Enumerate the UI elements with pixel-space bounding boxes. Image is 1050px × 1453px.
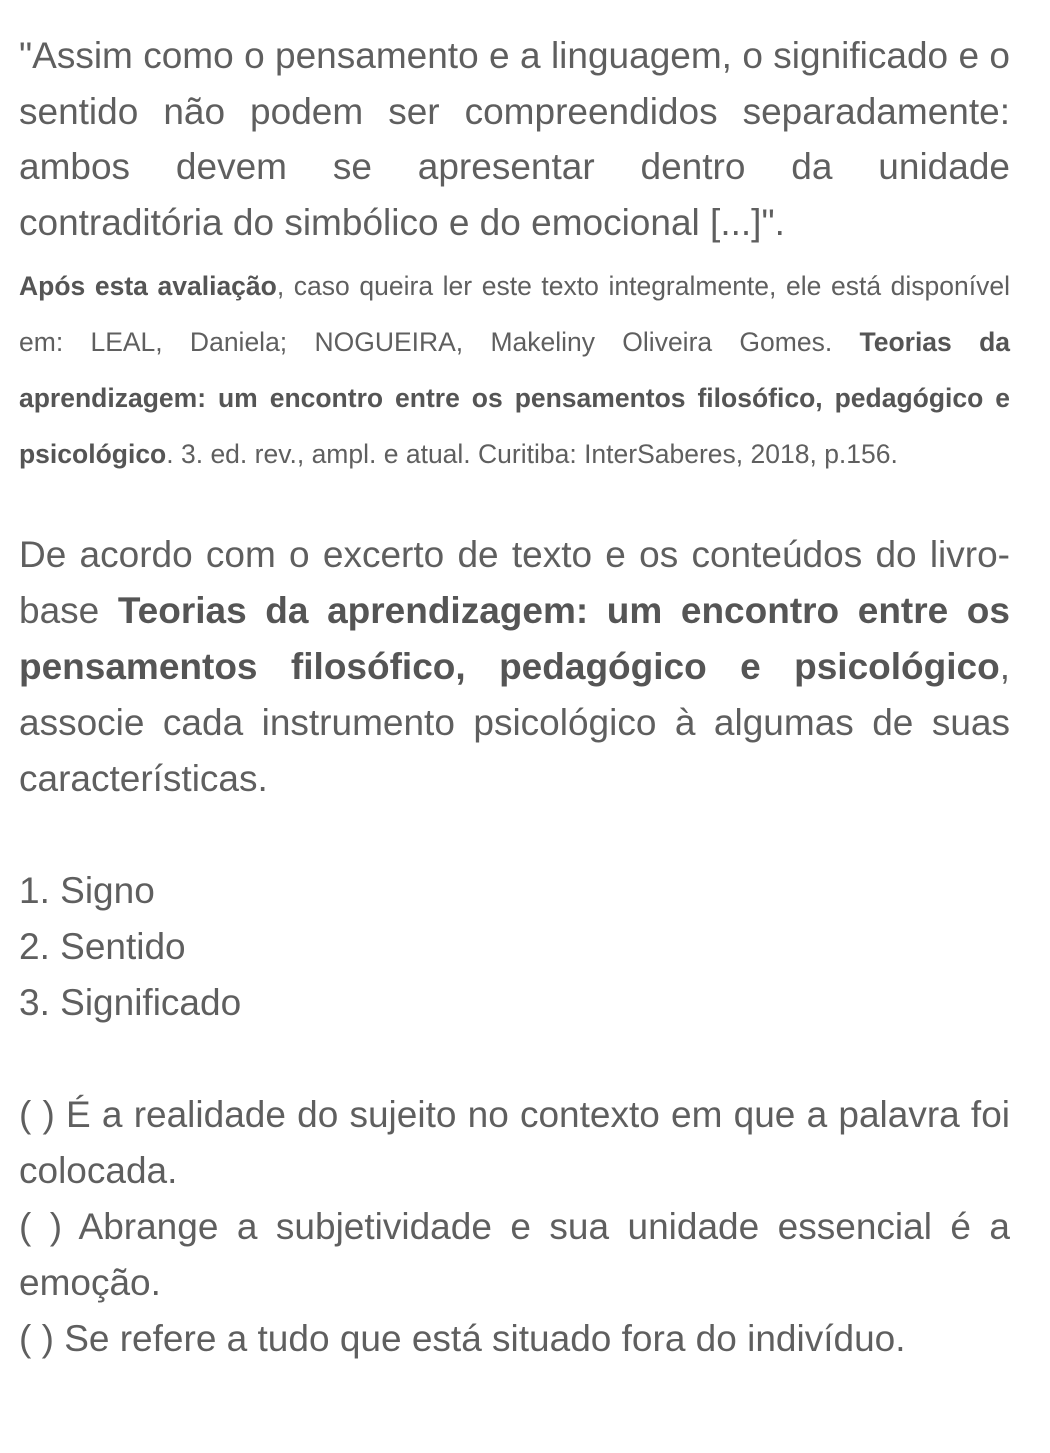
association-item: ( ) É a realidade do sujeito no contexto em que a palavra foi colocada.: [19, 1094, 1010, 1191]
citation-publication-info: . 3. ed. rev., ampl. e atual. Curitiba: InterSaberes, 2018, p.156.: [166, 439, 898, 469]
question-book-title: Teorias da aprendizagem: um encontro entre os pensamentos filosófico, pedagógico e psicológico: [19, 590, 1010, 687]
citation-paragraph: [19, 258, 1010, 482]
question-paragraph: [19, 527, 1010, 807]
citation-lead-rest: , caso queira ler este texto integralmente, ele está disponível em: LEAL, Daniela; NOGUEIRA, Makeliny Oliveira Gomes.: [19, 271, 1010, 357]
question-intro: De acordo com o excerto de texto e os conteúdos do livro-base: [19, 534, 1010, 631]
instrument-item: 3. Significado: [19, 982, 242, 1023]
instrument-item: 1. Signo: [19, 870, 155, 911]
association-item: ( ) Abrange a subjetividade e sua unidade essencial é a emoção.: [19, 1206, 1010, 1303]
association-list: [19, 1087, 1010, 1367]
quote-text: "Assim como o pensamento e a linguagem, o significado e o sentido não podem ser compreendidos separadamente: ambos devem se apresentar dentro da unidade contraditória do simbólico e do emocional [...]".: [19, 35, 1010, 243]
quote-paragraph: [19, 28, 1010, 250]
association-item: ( ) Se refere a tudo que está situado fora do indivíduo.: [19, 1318, 906, 1359]
question-rest: , associe cada instrumento psicológico à algumas de suas características.: [19, 646, 1010, 799]
citation-lead: Após esta avaliação: [19, 271, 277, 301]
instrument-item: 2. Sentido: [19, 926, 186, 967]
instrument-list: [19, 863, 1010, 1031]
citation-book-title: Teorias da aprendizagem: um encontro entre os pensamentos filosófico, pedagógico e psicológico: [19, 327, 1010, 469]
